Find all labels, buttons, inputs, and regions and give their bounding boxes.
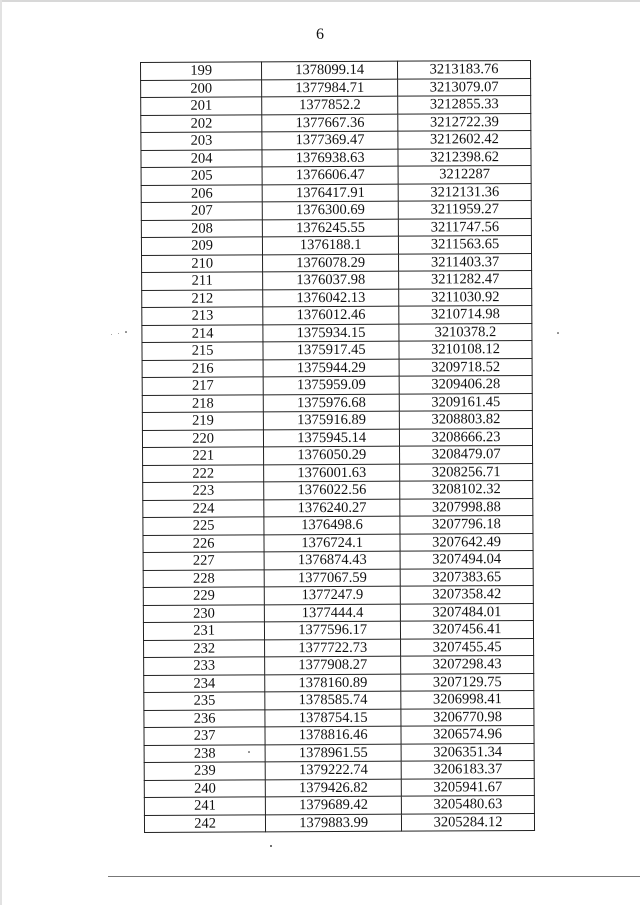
y-coordinate-cell: 3207129.75: [401, 673, 534, 691]
x-coordinate-cell: 1377984.71: [262, 79, 398, 97]
y-coordinate-cell: 3207998.88: [400, 498, 533, 516]
x-coordinate-cell: 1376042.13: [263, 289, 399, 307]
table-row: [141, 165, 531, 185]
x-coordinate-cell: 1376938.63: [262, 149, 398, 167]
scan-speck: [111, 334, 112, 335]
table-row: [141, 235, 531, 255]
point-number-cell: 229: [143, 587, 264, 605]
table-row: [143, 445, 533, 465]
table-row: [141, 218, 531, 238]
point-number-cell: 235: [144, 692, 265, 710]
x-coordinate-cell: 1375917.45: [263, 341, 399, 359]
point-number-cell: 224: [143, 499, 264, 517]
point-number-cell: 239: [144, 762, 265, 780]
point-number-cell: 201: [141, 97, 262, 115]
point-number-cell: 217: [142, 377, 263, 395]
table-row: [142, 393, 532, 413]
scan-edge-left: [0, 0, 2, 905]
table-row: [143, 480, 533, 500]
y-coordinate-cell: 3207298.43: [401, 655, 534, 673]
y-coordinate-cell: 3211030.92: [399, 288, 532, 306]
table-row: [142, 270, 532, 290]
point-number-cell: 215: [142, 342, 263, 360]
x-coordinate-cell: 1375916.89: [264, 411, 400, 429]
y-coordinate-cell: 3206351.34: [401, 743, 534, 761]
table-row: [143, 498, 533, 518]
point-number-cell: 227: [143, 552, 264, 570]
x-coordinate-cell: 1376300.69: [262, 201, 398, 219]
point-number-cell: 240: [144, 779, 265, 797]
y-coordinate-cell: 3207642.49: [400, 533, 533, 551]
table-row: [143, 620, 533, 640]
table-row: [141, 200, 531, 220]
y-coordinate-cell: 3206183.37: [401, 760, 534, 778]
point-number-cell: 220: [142, 429, 263, 447]
table-row: [142, 323, 532, 343]
point-number-cell: 238: [144, 744, 265, 762]
point-number-cell: 241: [144, 797, 265, 815]
x-coordinate-cell: 1377369.47: [262, 131, 398, 149]
x-coordinate-cell: 1379689.42: [266, 796, 402, 814]
table-row: [144, 760, 534, 780]
y-coordinate-cell: 3206574.96: [401, 725, 534, 743]
x-coordinate-cell: 1376022.56: [264, 481, 400, 499]
point-number-cell: 205: [141, 167, 262, 185]
point-number-cell: 218: [142, 394, 263, 412]
x-coordinate-cell: 1377067.59: [264, 569, 400, 587]
coordinates-table: [140, 60, 535, 833]
x-coordinate-cell: 1377596.17: [265, 621, 401, 639]
table-row: [142, 410, 532, 430]
y-coordinate-cell: 3208102.32: [400, 480, 533, 498]
point-number-cell: 223: [143, 482, 264, 500]
coordinates-table-body: [141, 60, 535, 832]
point-number-cell: 208: [141, 219, 262, 237]
x-coordinate-cell: 1376606.47: [262, 166, 398, 184]
x-coordinate-cell: 1377247.9: [265, 586, 401, 604]
x-coordinate-cell: 1378754.15: [265, 709, 401, 727]
table-row: [141, 78, 531, 98]
y-coordinate-cell: 3208666.23: [400, 428, 533, 446]
scan-speck: [118, 333, 119, 334]
x-coordinate-cell: 1377722.73: [265, 639, 401, 657]
y-coordinate-cell: 3207456.41: [401, 620, 534, 638]
point-number-cell: 200: [141, 79, 262, 97]
x-coordinate-cell: 1375944.29: [263, 359, 399, 377]
y-coordinate-cell: 3206770.98: [401, 708, 534, 726]
y-coordinate-cell: 3211563.65: [399, 235, 532, 253]
x-coordinate-cell: 1376874.43: [264, 551, 400, 569]
y-coordinate-cell: 3207383.65: [400, 568, 533, 586]
scan-speck: [125, 331, 127, 333]
y-coordinate-cell: 3212287: [398, 165, 531, 183]
scan-edge-top: [0, 0, 640, 2]
point-number-cell: 222: [143, 464, 264, 482]
point-number-cell: 225: [143, 517, 264, 535]
y-coordinate-cell: 3208479.07: [400, 445, 533, 463]
table-row: [143, 568, 533, 588]
x-coordinate-cell: 1376037.98: [263, 271, 399, 289]
table-row: [142, 428, 532, 448]
table-row: [143, 463, 533, 483]
y-coordinate-cell: 3211403.37: [399, 253, 532, 271]
table-row: [142, 340, 532, 360]
y-coordinate-cell: 3206998.41: [401, 690, 534, 708]
table-row: [141, 148, 531, 168]
x-coordinate-cell: 1379426.82: [266, 779, 402, 797]
x-coordinate-cell: 1375959.09: [263, 376, 399, 394]
x-coordinate-cell: 1378099.14: [262, 61, 398, 79]
y-coordinate-cell: 3210378.2: [399, 323, 532, 341]
x-coordinate-cell: 1378961.55: [265, 744, 401, 762]
point-number-cell: 209: [141, 237, 262, 255]
x-coordinate-cell: 1378585.74: [265, 691, 401, 709]
y-coordinate-cell: 3207484.01: [400, 603, 533, 621]
table-row: [141, 60, 531, 80]
x-coordinate-cell: 1379883.99: [266, 814, 402, 832]
point-number-cell: 213: [142, 307, 263, 325]
x-coordinate-cell: 1376498.6: [264, 516, 400, 534]
y-coordinate-cell: 3213183.76: [398, 60, 531, 78]
point-number-cell: 232: [144, 639, 265, 657]
point-number-cell: 226: [143, 534, 264, 552]
point-number-cell: 221: [143, 447, 264, 465]
point-number-cell: 242: [144, 814, 265, 832]
point-number-cell: 214: [142, 324, 263, 342]
table-row: [144, 690, 534, 710]
x-coordinate-cell: 1376050.29: [264, 446, 400, 464]
table-row: [141, 130, 531, 150]
x-coordinate-cell: 1376078.29: [263, 254, 399, 272]
x-coordinate-cell: 1376245.55: [263, 219, 399, 237]
x-coordinate-cell: 1375934.15: [263, 324, 399, 342]
table-row: [143, 585, 533, 605]
table-row: [142, 305, 532, 325]
y-coordinate-cell: 3211959.27: [398, 200, 531, 218]
point-number-cell: 212: [142, 289, 263, 307]
table-row: [141, 95, 531, 115]
point-number-cell: 210: [142, 254, 263, 272]
point-number-cell: 199: [141, 62, 262, 80]
y-coordinate-cell: 3210108.12: [399, 340, 532, 358]
point-number-cell: 228: [143, 569, 264, 587]
y-coordinate-cell: 3210714.98: [399, 305, 532, 323]
scan-speck: [270, 845, 272, 847]
x-coordinate-cell: 1379222.74: [265, 761, 401, 779]
y-coordinate-cell: 3212398.62: [398, 148, 531, 166]
y-coordinate-cell: 3209718.52: [399, 358, 532, 376]
point-number-cell: 202: [141, 114, 262, 132]
y-coordinate-cell: 3208803.82: [399, 410, 532, 428]
point-number-cell: 206: [141, 184, 262, 202]
point-number-cell: 207: [141, 202, 262, 220]
y-coordinate-cell: 3212722.39: [398, 113, 531, 131]
scan-speck: [557, 332, 559, 334]
page-number: 6: [316, 26, 324, 43]
x-coordinate-cell: 1375945.14: [264, 429, 400, 447]
x-coordinate-cell: 1377667.36: [262, 114, 398, 132]
y-coordinate-cell: 3207494.04: [400, 550, 533, 568]
y-coordinate-cell: 3207796.18: [400, 515, 533, 533]
point-number-cell: 236: [144, 709, 265, 727]
x-coordinate-cell: 1376417.91: [262, 184, 398, 202]
table-row: [144, 708, 534, 728]
x-coordinate-cell: 1376724.1: [264, 534, 400, 552]
x-coordinate-cell: 1378816.46: [265, 726, 401, 744]
table-row: [143, 515, 533, 535]
y-coordinate-cell: 3211282.47: [399, 270, 532, 288]
table-row: [141, 113, 531, 133]
table-row: [144, 778, 534, 798]
point-number-cell: 233: [144, 657, 265, 675]
y-coordinate-cell: 3208256.71: [400, 463, 533, 481]
x-coordinate-cell: 1377444.4: [265, 604, 401, 622]
y-coordinate-cell: 3205284.12: [402, 813, 535, 831]
x-coordinate-cell: 1377908.27: [265, 656, 401, 674]
y-coordinate-cell: 3205480.63: [401, 795, 534, 813]
y-coordinate-cell: 3212855.33: [398, 95, 531, 113]
table-row: [143, 533, 533, 553]
point-number-cell: 231: [143, 622, 264, 640]
x-coordinate-cell: 1375976.68: [264, 394, 400, 412]
point-number-cell: 230: [143, 604, 264, 622]
scan-speck: [248, 751, 250, 753]
table-row: [142, 375, 532, 395]
x-coordinate-cell: 1376240.27: [264, 499, 400, 517]
table-row: [143, 603, 533, 623]
y-coordinate-cell: 3209161.45: [399, 393, 532, 411]
x-coordinate-cell: 1376012.46: [263, 306, 399, 324]
point-number-cell: 204: [141, 149, 262, 167]
table-row: [144, 743, 534, 763]
table-row: [142, 288, 532, 308]
table-row: [141, 183, 531, 203]
point-number-cell: 219: [142, 412, 263, 430]
scan-bottom-line: [108, 876, 640, 877]
table-row: [144, 638, 534, 658]
y-coordinate-cell: 3205941.67: [401, 778, 534, 796]
table-row: [142, 253, 532, 273]
y-coordinate-cell: 3207455.45: [401, 638, 534, 656]
y-coordinate-cell: 3212131.36: [398, 183, 531, 201]
x-coordinate-cell: 1378160.89: [265, 674, 401, 692]
x-coordinate-cell: 1376188.1: [263, 236, 399, 254]
table-row: [142, 358, 532, 378]
point-number-cell: 203: [141, 132, 262, 150]
table-row: [144, 795, 534, 815]
table-row: [144, 813, 534, 833]
y-coordinate-cell: 3209406.28: [399, 375, 532, 393]
x-coordinate-cell: 1376001.63: [264, 464, 400, 482]
x-coordinate-cell: 1377852.2: [262, 96, 398, 114]
y-coordinate-cell: 3213079.07: [398, 78, 531, 96]
y-coordinate-cell: 3211747.56: [398, 218, 531, 236]
table-row: [144, 655, 534, 675]
point-number-cell: 237: [144, 727, 265, 745]
table-row: [144, 673, 534, 693]
table-row: [143, 550, 533, 570]
point-number-cell: 211: [142, 272, 263, 290]
table-row: [144, 725, 534, 745]
point-number-cell: 234: [144, 674, 265, 692]
point-number-cell: 216: [142, 359, 263, 377]
y-coordinate-cell: 3212602.42: [398, 130, 531, 148]
y-coordinate-cell: 3207358.42: [400, 585, 533, 603]
